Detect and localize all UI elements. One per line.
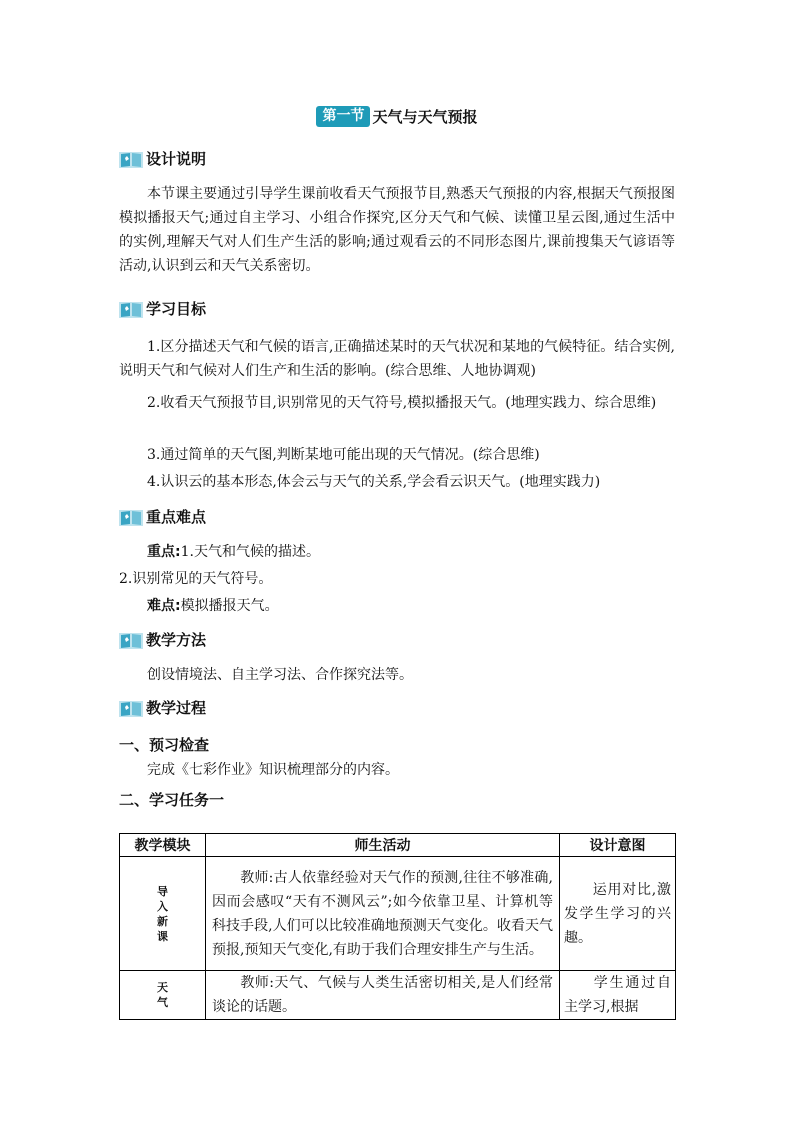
design-text: 本节课主要通过引导学生课前收看天气预报节目,熟悉天气预报的内容,根据天气预报图模拟播报天气;通过自主学习、小组合作探究,区分天气和气候、读懂卫星云图,通过生活中的实例,理解天气对人们生产生活的影响;通过观看云的不同形态图片,课前搜集天气谚语等活动,认识到云和天气关系密切。 (119, 186, 675, 274)
book-icon (119, 150, 143, 168)
subheading: 一、预习检查 (119, 736, 210, 754)
method-text: 创设情境法、自主学习法、合作探究法等。 (147, 667, 413, 683)
activity-cell: 教师:天气、气候与人类生活密切相关,是人们经常谈论的话题。 (206, 971, 560, 1020)
section-title: 学习目标 (146, 300, 207, 318)
table-header-row (120, 834, 676, 857)
book-icon (119, 508, 143, 526)
difficulty-line: 难点:模拟播报天气。 (147, 598, 279, 614)
module-cell: 导 入 新 课 (120, 857, 206, 971)
goal-item: 1.区分描述天气和气候的语言,正确描述某时的天气状况和某地的气候特征。结合实例,说明天气和气候对人们生产和生活的影响。(综合思维、人地协调观) (119, 339, 675, 379)
goal-item: 2.收看天气预报节目,识别常见的天气符号,模拟播报天气。(地理实践力、综合思维) (147, 395, 657, 411)
goal-item: 4.认识云的基本形态,体会云与天气的关系,学会看云识天气。(地理实践力) (147, 474, 601, 490)
goal-item: 3.通过简单的天气图,判断某地可能出现的天气情况。(综合思维) (147, 447, 540, 463)
module-cell: 天 气 (120, 971, 206, 1020)
title-text: 天气与天气预报 (372, 108, 478, 126)
section-heading-design (119, 148, 206, 169)
section-title: 设计说明 (146, 150, 207, 168)
preview-text: 完成《七彩作业》知识梳理部分的内容。 (147, 762, 399, 778)
page-title (0, 106, 794, 127)
difficulty-label: 难点: (147, 598, 181, 614)
book-icon (119, 631, 143, 649)
section-title: 重点难点 (146, 508, 207, 526)
column-header: 设计意图 (560, 834, 676, 857)
section-heading-process (119, 697, 206, 718)
key-label: 重点: (147, 544, 181, 560)
section-heading-key (119, 506, 206, 527)
table-row (120, 857, 676, 971)
column-header: 教学模块 (120, 834, 206, 857)
intent-cell: 学生通过自主学习,根据 (560, 971, 676, 1020)
book-icon (119, 699, 143, 717)
key-point-line: 2.识别常见的天气符号。 (119, 571, 273, 587)
design-paragraph (119, 182, 675, 278)
section-heading-goals (119, 298, 206, 319)
section-badge: 第一节 (316, 106, 370, 127)
table-row (120, 971, 676, 1020)
subheading: 二、学习任务一 (119, 791, 225, 809)
section-title: 教学方法 (146, 631, 207, 649)
book-icon (119, 300, 143, 318)
activity-cell: 教师:古人依靠经验对天气作的预测,往往不够准确,因而会感叹“天有不测风云”;如今依靠卫星、计算机等科技手段,人们可以比较准确地预测天气变化。收看天气预报,预知天气变化,有助于我们合理安排生产与生活。 (206, 857, 560, 971)
section-title: 教学过程 (146, 699, 207, 717)
lesson-table (119, 833, 676, 1020)
key-point-line: 重点:1.天气和气候的描述。 (147, 544, 320, 560)
column-header: 师生活动 (206, 834, 560, 857)
intent-cell: 运用对比,激发学生学习的兴趣。 (560, 857, 676, 971)
section-heading-method (119, 629, 206, 650)
